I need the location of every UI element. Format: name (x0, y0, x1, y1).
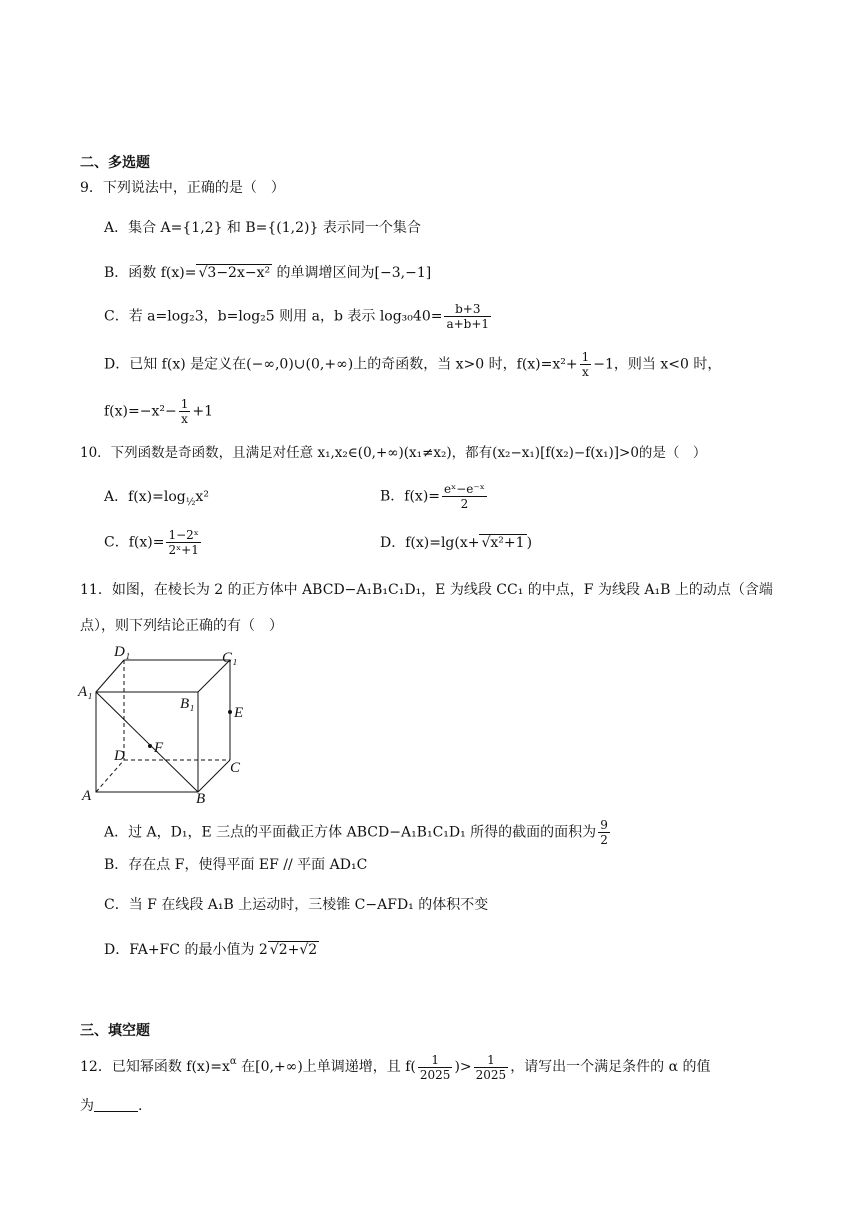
q10-b-num: eˣ−e⁻ˣ (444, 482, 485, 496)
section-title-multiple-choice: 二、多选题 (80, 155, 150, 171)
q9-c-num: b+3 (444, 302, 491, 317)
question-10-option-c (104, 528, 203, 557)
q12-num1: 1 (418, 1053, 453, 1068)
q12-fraction1 (418, 1053, 453, 1082)
q12-mid: 在[0,+∞)上单调递增，且 f( (236, 1059, 416, 1075)
q10-c-den: 2ˣ+1 (168, 543, 199, 557)
question-10-option-a (104, 487, 209, 513)
q12-den1: 2025 (419, 1067, 451, 1082)
q9-d2-post: +1 (192, 403, 213, 420)
q11-a-fraction (598, 818, 610, 847)
question-9-option-c (104, 302, 493, 331)
label-D1: D₁ (114, 644, 131, 660)
q12-line2-post: . (138, 1098, 143, 1114)
q9-d-post: −1，则当 x<0 时， (593, 356, 722, 373)
q10-c-fraction (166, 528, 200, 557)
q11-d-radical: √2+√2 (269, 942, 318, 958)
q10-c-num: 1−2ˣ (168, 528, 199, 542)
q11-a-num: 9 (600, 818, 608, 832)
question-9-stem: 9．下列说法中，正确的是（ ） (80, 180, 285, 196)
q12-post: ，请写出一个满足条件的 α 的值 (510, 1059, 711, 1075)
label-F: F (154, 740, 164, 756)
q9-b-radical: √3−2x−x² (198, 265, 271, 281)
q9-c-fraction (444, 302, 491, 331)
label-A: A (82, 788, 92, 804)
q9-c-den: a+b+1 (446, 317, 490, 331)
question-12-line1 (80, 1052, 711, 1082)
q9-d-fraction1 (580, 350, 592, 379)
point-F (148, 744, 152, 748)
question-9-option-d-line1 (104, 350, 721, 379)
q12-exp: α (229, 1056, 237, 1067)
label-B: B (196, 791, 206, 807)
edge-A1D1 (96, 660, 124, 692)
question-11-stem-line2: 点），则下列结论正确的有（ ） (80, 618, 283, 634)
q9-c-pre: C．若 a=log₂3，b=log₂5 则用 a，b 表示 log₃₀40= (104, 308, 443, 325)
q12-num2: 1 (474, 1053, 509, 1068)
q11-a-den: 2 (600, 833, 608, 847)
answer-blank[interactable] (94, 1097, 138, 1112)
label-D: D (114, 748, 125, 764)
q9-d-den2: x (181, 412, 188, 426)
edge-AD (96, 760, 124, 792)
q12-line2-pre: 为 (80, 1098, 94, 1114)
q10-a-post: x² (195, 489, 209, 505)
q12-pre: 12．已知幂函数 f(x)=x (80, 1059, 230, 1075)
q12-fraction2 (474, 1053, 509, 1082)
edge-BC (198, 760, 230, 792)
q10-d-pre: D．f(x)=lg(x+ (380, 535, 480, 551)
q11-d-pre: D．FA+FC 的最小值为 2 (104, 942, 268, 958)
q12-mid2: )> (454, 1059, 472, 1075)
question-10-option-b (380, 482, 489, 511)
q11-a-pre: A．过 A，D₁，E 三点的平面截正方体 ABCD−A₁B₁C₁D₁ 所得的截面的面积为 (104, 824, 597, 841)
question-11-option-d (104, 940, 319, 960)
question-10-option-d (380, 533, 532, 553)
section-title-fill-in: 三、填空题 (80, 1023, 150, 1039)
point-E (228, 710, 232, 714)
question-11-stem-line1: 11．如图，在棱长为 2 的正方体中 ABCD−A₁B₁C₁D₁，E 为线段 CC₁ 的中点，F 为线段 A₁B 上的动点（含端 (80, 582, 773, 598)
label-A1: A₁ (78, 684, 93, 700)
q10-b-fraction (442, 482, 487, 511)
q11-d-radicand: 2+√2 (278, 942, 318, 958)
label-B1: B₁ (180, 696, 195, 712)
q10-b-pre: B．f(x)= (380, 488, 441, 505)
question-9-option-a: A．集合 A={1,2} 和 B={(1,2)} 表示同一个集合 (104, 220, 421, 236)
label-C1: C₁ (222, 650, 238, 666)
q10-d-post: ) (526, 535, 533, 551)
q9-d2-pre: f(x)=−x²− (104, 403, 177, 420)
q9-d-num2: 1 (180, 397, 189, 411)
question-9-option-b (104, 263, 431, 283)
q10-a-pre: A．f(x)=log (104, 489, 186, 505)
q10-b-den: 2 (460, 497, 469, 511)
q9-b-radicand: 3−2x−x² (207, 265, 271, 281)
question-11-option-c: C．当 F 在线段 A₁B 上运动时，三棱锥 C−AFD₁ 的体积不变 (104, 897, 489, 913)
q9-d-pre: D．已知 f(x) 是定义在(−∞,0)∪(0,+∞)上的奇函数，当 x>0 时，f(x)=x²+ (104, 356, 578, 373)
q10-a-base: ½ (185, 497, 196, 508)
question-10-stem: 10．下列函数是奇函数，且满足对任意 x₁,x₂∈(0,+∞)(x₁≠x₂)，都有(x₂−x₁)[f(x₂)−f(x₁)]>0的是（ ） (80, 445, 707, 461)
q9-d-den1: x (582, 365, 589, 379)
question-11-option-b: B．存在点 F，使得平面 EF // 平面 AD₁C (104, 857, 368, 873)
q9-d-fraction2 (179, 397, 191, 426)
label-E: E (234, 705, 244, 721)
cube-figure (76, 640, 266, 808)
label-C: C (230, 760, 241, 776)
question-11-option-a (104, 818, 612, 847)
q10-c-pre: C．f(x)= (104, 534, 165, 551)
q9-b-pre: B．函数 f(x)= (104, 265, 197, 281)
q9-b-post: 的单调增区间为[−3,−1] (272, 265, 432, 281)
q10-d-radicand: x²+1 (490, 535, 525, 551)
q9-d-num1: 1 (581, 350, 590, 364)
question-12-line2 (80, 1096, 142, 1116)
question-9-option-d-line2 (104, 397, 213, 426)
q12-den2: 2025 (475, 1067, 507, 1082)
q10-d-radical: √x²+1 (481, 535, 525, 551)
